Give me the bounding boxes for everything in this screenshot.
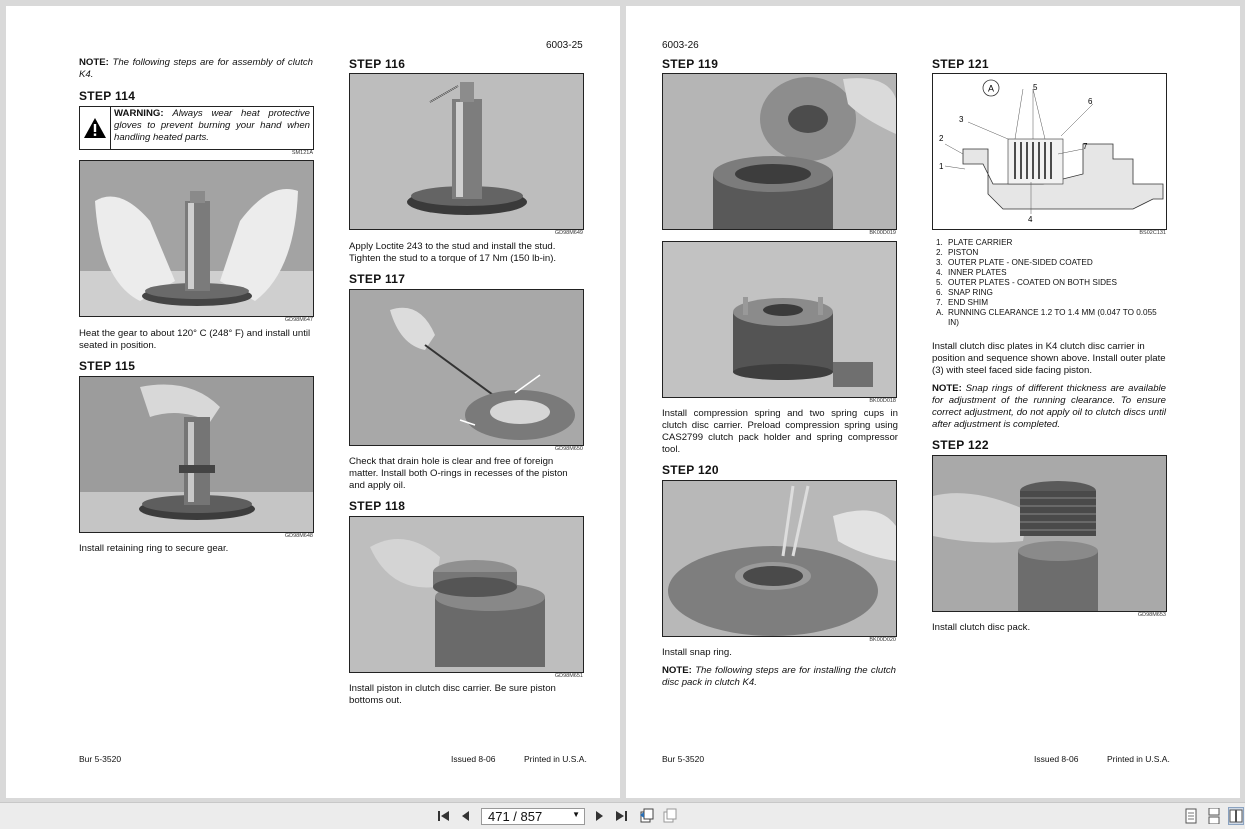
photo-code: BK00D020 [869,637,896,643]
step-120-text: Install snap ring. [662,647,732,658]
warning-body: Always wear heat protective gloves to prevent burning your hand when handling heated parts. [114,108,310,143]
callout-4: 4 [1028,215,1033,224]
legend-item: 1. PLATE CARRIER [936,238,1013,247]
next-page-icon[interactable] [592,807,606,825]
warning-label: WARNING: [114,108,164,119]
photo-code: GD98M647 [284,317,313,323]
step-119-photo-1 [662,73,897,230]
step-114-heading: STEP 114 [79,89,136,103]
step-122-heading: STEP 122 [932,438,989,452]
step-118-text: Install piston in clutch disc carrier. Be sure piston bottoms out. [349,683,556,706]
page-number: 6003-26 [662,40,699,51]
legend-item: 4. INNER PLATES [936,268,1007,277]
step-120-heading: STEP 120 [662,463,719,477]
footer-issued: Issued 8-06 [451,754,496,764]
step-116-photo [349,73,584,230]
page-number-input[interactable] [481,808,585,825]
step-115-heading: STEP 115 [79,359,136,373]
photo-code: GD98M650 [554,446,583,452]
right-page [626,6,1240,798]
warning-box [79,106,314,150]
step-122-photo [932,455,1167,612]
legend-item: 3. OUTER PLATE - ONE-SIDED COATED [936,258,1093,267]
callout-5: 5 [1033,83,1038,92]
intro-note [79,57,313,81]
facing-pages-icon[interactable] [1228,807,1244,825]
step-117-text: Check that drain hole is clear and free of foreign matter. Install both O-rings in recesses of the piston and apply oil. [349,456,568,491]
left-page [6,6,620,798]
note-text: The following steps are for assembly of clutch K4. [79,57,313,80]
note-label: NOTE: [79,57,109,68]
photo-code: BK00D019 [869,230,896,236]
callout-a: A [987,83,995,94]
footer-doc: Bur 5-3520 [662,754,705,764]
note-text: The following steps are for installing the clutch disc pack in clutch K4. [662,665,896,688]
step-120-note [662,665,896,689]
step-118-heading: STEP 118 [349,499,406,513]
legend-item: 6. SNAP RING [936,288,993,297]
callout-7: 7 [1083,142,1088,151]
viewer-toolbar [0,802,1245,829]
page-dropdown-icon[interactable]: ▼ [572,810,580,819]
photo-code: GD98M651 [554,673,583,679]
legend-item: 2. PISTON [936,248,979,257]
photo-code: GD98M653 [1137,612,1166,618]
step-119-photo-2 [662,241,897,398]
step-115-text: Install retaining ring to secure gear. [79,543,229,554]
first-page-icon[interactable] [436,807,452,825]
note-label: NOTE: [932,383,962,394]
note-text: Snap rings of different thickness are available for adjustment of the running clearance. To ensure correct adjustment, do not apply oil to clutch discs until after adjustment is completed. [932,383,1166,430]
last-page-icon[interactable] [613,807,629,825]
step-119-text: Install compression spring and two spring cups in clutch disc carrier. Preload compression spring using CAS2799 clutch pack holder and spring compressor tool. [662,408,898,455]
step-117-photo [349,289,584,446]
photo-code: BK00D018 [869,398,896,404]
page-indicator: 471 / 857 [488,809,543,824]
callout-3: 3 [959,115,964,124]
step-121-heading: STEP 121 [932,57,989,71]
step-120-photo [662,480,897,637]
diagram-code: BS02C131 [1139,230,1166,236]
step-116-text: Apply Loctite 243 to the stud and install the stud. Tighten the stud to a torque of 17 Nm (150 lb-in). [349,241,557,264]
continuous-icon[interactable] [1206,807,1222,825]
callout-2: 2 [939,134,944,143]
warning-triangle-icon [80,107,110,149]
step-116-heading: STEP 116 [349,57,406,71]
legend-item: A. RUNNING CLEARANCE 1.2 TO 1.4 MM (0.047 TO 0.055 IN) [936,308,1157,327]
callout-6: 6 [1088,97,1093,106]
previous-view-icon[interactable] [638,807,656,825]
footer-issued: Issued 8-06 [1034,754,1079,764]
single-page-icon[interactable] [1183,807,1199,825]
footer-printed: Printed in U.S.A. [1107,754,1170,764]
step-118-photo [349,516,584,673]
page-number: 6003-25 [546,40,583,51]
step-117-heading: STEP 117 [349,272,406,286]
clutch-cross-section-diagram [932,73,1167,230]
step-122-text: Install clutch disc pack. [932,622,1031,633]
warning-text [110,107,313,149]
callout-1: 1 [939,162,944,171]
step-121-text: Install clutch disc plates in K4 clutch disc carrier in position and sequence shown above. Install outer plate (3) with steel faced side facing piston. [932,341,1166,376]
photo-code: GD98M648 [284,533,313,539]
legend-item: 5. OUTER PLATES - COATED ON BOTH SIDES [936,278,1117,287]
footer-doc: Bur 5-3520 [79,754,122,764]
diagram-legend [936,238,1166,328]
step-114-photo [79,160,314,317]
prev-page-icon[interactable] [459,807,473,825]
next-view-icon[interactable] [661,807,679,825]
step-119-heading: STEP 119 [662,57,719,71]
photo-code: GD98M649 [554,230,583,236]
note-label: NOTE: [662,665,692,676]
warning-code: SM121A [291,150,313,156]
footer-printed: Printed in U.S.A. [524,754,587,764]
step-115-photo [79,376,314,533]
step-121-note [932,383,1166,431]
step-114-text: Heat the gear to about 120° C (248° F) and install until seated in position. [79,328,311,351]
legend-item: 7. END SHIM [936,298,989,307]
